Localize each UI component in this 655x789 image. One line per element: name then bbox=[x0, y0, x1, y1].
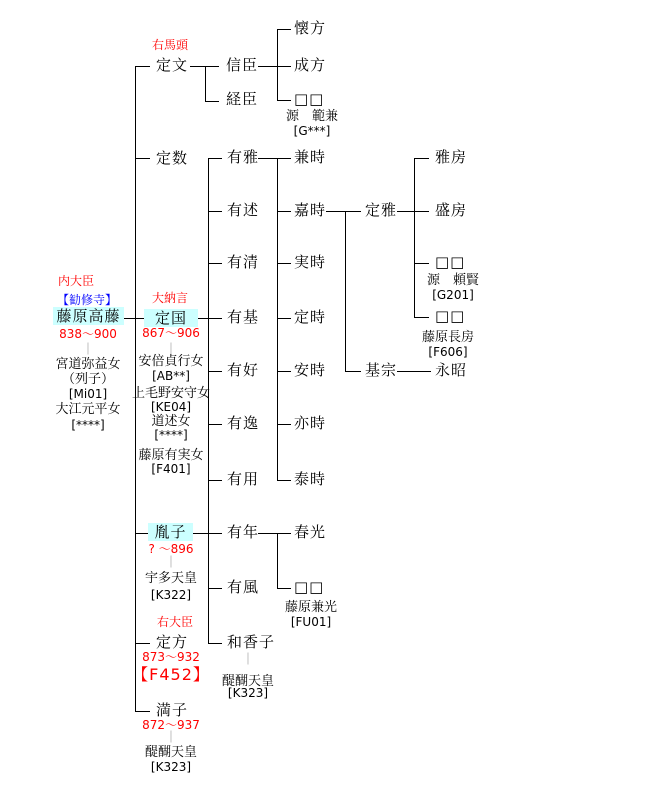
person-name-ariyoshi: 有好 bbox=[227, 361, 260, 379]
connector-line bbox=[135, 643, 150, 644]
wife-name: 宮道弥益女 bbox=[55, 357, 121, 372]
person-title-sadakata: 右大臣 bbox=[157, 615, 194, 629]
wife-name: 上毛野安守女 bbox=[131, 386, 210, 401]
person-title-takafuji: 内大臣 bbox=[58, 274, 95, 288]
wife-code: [AB**] bbox=[152, 369, 190, 383]
marriage-divider: ｜ bbox=[164, 730, 177, 744]
person-name-taitoki: 泰時 bbox=[294, 470, 327, 488]
person-name-morifusa: 盛房 bbox=[435, 201, 468, 219]
connector-line bbox=[414, 317, 429, 318]
person-name-sadafumi: 定文 bbox=[156, 56, 189, 74]
husband-code: [K323] bbox=[150, 760, 192, 774]
person-dates-sadakuni: 867～906 bbox=[142, 326, 200, 340]
connector-line bbox=[414, 158, 429, 159]
person-name-arimasa: 有雅 bbox=[227, 148, 260, 166]
person-name-sadakazu: 定数 bbox=[156, 149, 189, 167]
connector-line bbox=[277, 211, 291, 212]
wife-code: [Mi01] bbox=[68, 387, 108, 401]
connector-line bbox=[414, 263, 429, 264]
connector-line bbox=[208, 158, 222, 159]
connector-line bbox=[277, 371, 291, 372]
person-name-sadatoki: 定時 bbox=[294, 308, 327, 326]
person-box-kanemitsu: □□ bbox=[294, 578, 325, 596]
wife-name: 大江元平女 bbox=[55, 402, 121, 417]
person-name-arikaze: 有風 bbox=[227, 578, 260, 596]
marriage-divider: ｜ bbox=[164, 342, 177, 356]
person-name-nagaaki: 永昭 bbox=[435, 361, 468, 379]
person-name-kanetoki: 兼時 bbox=[294, 148, 327, 166]
person-code-norikane: [G***] bbox=[293, 124, 331, 138]
person-caption-norikane: 源 範兼 bbox=[285, 109, 338, 124]
person-box-norikane: □□ bbox=[294, 90, 325, 108]
husband-name: 宇多天皇 bbox=[144, 571, 197, 586]
person-dates-taneko: ? ～896 bbox=[148, 542, 194, 556]
connector-line bbox=[397, 211, 429, 212]
person-code-kanemitsu: [FU01] bbox=[290, 615, 332, 629]
connector-line bbox=[193, 533, 222, 534]
person-name-arikiyo: 有清 bbox=[227, 253, 260, 271]
person-title-sadakuni: 大納言 bbox=[152, 291, 189, 305]
person-caption-yorikata: 源 頼賢 bbox=[426, 273, 479, 288]
connector-line bbox=[258, 66, 291, 67]
person-name-ariitsu: 有逸 bbox=[227, 414, 260, 432]
connector-line bbox=[208, 643, 222, 644]
person-name-sadamasa: 定雅 bbox=[365, 201, 398, 219]
person-name-harumitsu: 春光 bbox=[294, 523, 327, 541]
person-name-sanetoki: 実時 bbox=[294, 253, 327, 271]
connector-line bbox=[198, 318, 222, 319]
person-name-arimochi: 有用 bbox=[227, 470, 260, 488]
connector-line bbox=[135, 711, 150, 712]
person-name-arinobu: 有述 bbox=[227, 201, 260, 219]
husband-name: 醍醐天皇 bbox=[221, 674, 274, 689]
connector-line bbox=[135, 66, 150, 67]
marriage-divider: ｜ bbox=[241, 652, 254, 666]
bracket-line bbox=[205, 66, 206, 102]
person-name-sadakuni: 定国 bbox=[144, 309, 198, 327]
husband-name: 醍醐天皇 bbox=[144, 745, 197, 760]
connector-line bbox=[277, 480, 291, 481]
connector-line bbox=[258, 533, 291, 534]
connector-line bbox=[205, 101, 219, 102]
person-name-yasutoki: 安時 bbox=[294, 361, 327, 379]
person-house-takafuji: 【勧修寺】 bbox=[57, 293, 118, 307]
person-name-sadakata: 定方 bbox=[156, 633, 189, 651]
connector-line bbox=[208, 263, 222, 264]
person-box-yorikata: □□ bbox=[435, 253, 466, 271]
connector-line bbox=[124, 318, 135, 319]
wife-name: 安倍貞行女 bbox=[138, 354, 204, 369]
person-dates-sadakata: 873～932 bbox=[142, 650, 200, 664]
person-caption-kanemitsu: 藤原兼光 bbox=[284, 600, 337, 615]
bracket-line bbox=[345, 211, 346, 372]
person-code-sadakata: 【F452】 bbox=[132, 665, 210, 684]
wife-code: [****] bbox=[71, 418, 105, 432]
marriage-divider: ｜ bbox=[164, 555, 177, 569]
person-name-wakako: 和香子 bbox=[227, 633, 276, 651]
wife-code: [KE04] bbox=[150, 400, 192, 414]
wife-name: 道述女 bbox=[151, 414, 191, 429]
connector-line bbox=[208, 211, 222, 212]
wife-note: （列子） bbox=[61, 372, 114, 387]
person-dates-mitsuko: 872～937 bbox=[142, 718, 200, 732]
bracket-line bbox=[277, 29, 278, 101]
connector-line bbox=[345, 371, 361, 372]
connector-line bbox=[258, 158, 291, 159]
husband-code: [K322] bbox=[150, 588, 192, 602]
person-name-yoshitoki: 嘉時 bbox=[294, 201, 327, 219]
person-name-masafusa: 雅房 bbox=[435, 148, 468, 166]
bracket-line bbox=[277, 158, 278, 481]
person-name-nobuomi: 信臣 bbox=[226, 56, 259, 74]
person-code-yorikata: [G201] bbox=[432, 288, 474, 302]
person-name-tsuneomi: 経臣 bbox=[226, 90, 259, 108]
person-dates-takafuji: 838～900 bbox=[59, 327, 117, 341]
connector-line bbox=[277, 588, 291, 589]
person-box-nagafusa: □□ bbox=[435, 307, 466, 325]
person-name-matatoki: 亦時 bbox=[294, 414, 327, 432]
person-name-motomune: 基宗 bbox=[365, 361, 398, 379]
person-name-taneko: 胤子 bbox=[148, 523, 193, 541]
connector-line bbox=[326, 211, 361, 212]
connector-line bbox=[136, 318, 144, 319]
person-caption-nagafusa: 藤原長房 bbox=[421, 330, 474, 345]
connector-line bbox=[277, 318, 291, 319]
husband-code: [K323] bbox=[227, 686, 269, 700]
wife-code: [****] bbox=[154, 428, 188, 442]
connector-line bbox=[136, 533, 148, 534]
connector-line bbox=[397, 371, 431, 372]
person-name-arimoto: 有基 bbox=[227, 308, 260, 326]
person-name-takafuji: 藤原高藤 bbox=[53, 307, 124, 325]
person-name-narikata: 成方 bbox=[294, 56, 327, 74]
person-name-aritoshi: 有年 bbox=[227, 523, 260, 541]
person-name-kaikata: 懐方 bbox=[294, 19, 327, 37]
connector-line bbox=[277, 29, 291, 30]
bracket-line bbox=[277, 533, 278, 589]
connector-line bbox=[277, 424, 291, 425]
person-code-nagafusa: [F606] bbox=[428, 345, 468, 359]
connector-line bbox=[277, 263, 291, 264]
person-title-sadafumi: 右馬頭 bbox=[152, 38, 189, 52]
connector-line bbox=[277, 100, 291, 101]
marriage-divider: ｜ bbox=[81, 342, 94, 356]
connector-line bbox=[135, 158, 150, 159]
wife-code: [F401] bbox=[151, 462, 191, 476]
connector-line bbox=[208, 480, 222, 481]
person-name-mitsuko: 満子 bbox=[156, 701, 189, 719]
wife-name: 藤原有実女 bbox=[138, 448, 204, 463]
